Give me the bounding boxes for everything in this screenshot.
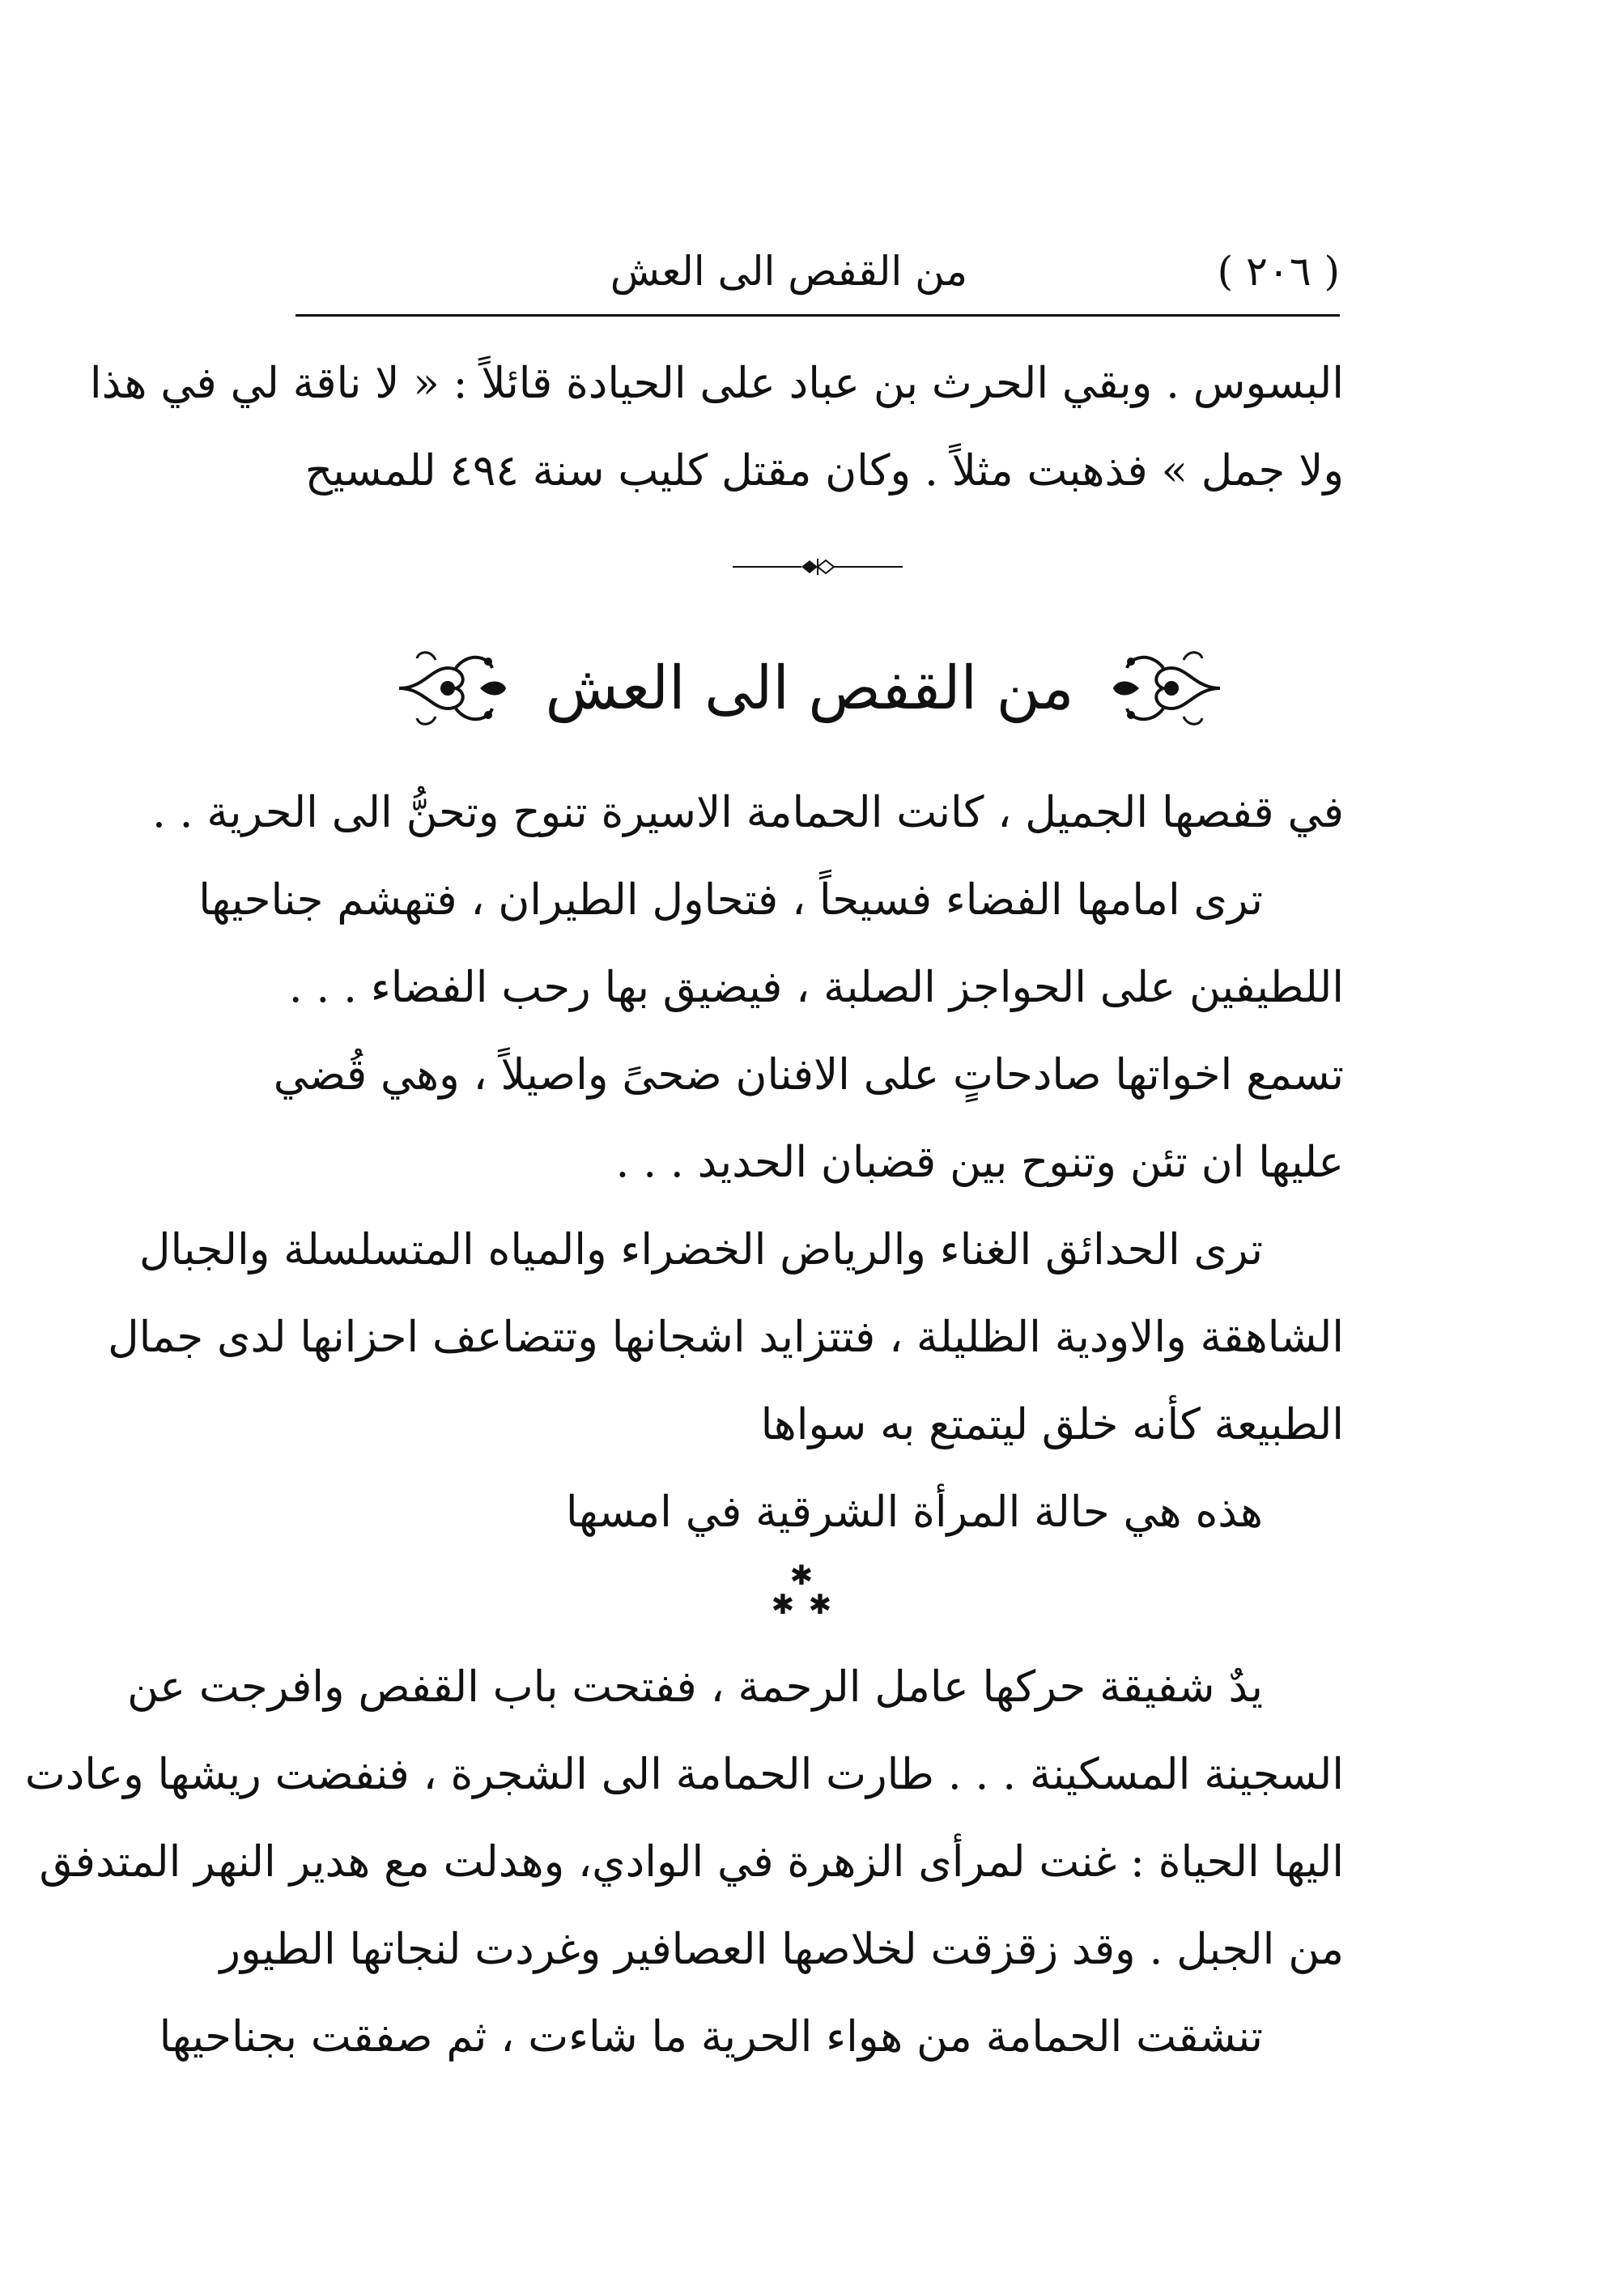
text-line: عليها ان تئن وتنوح بين قضبان الحديد . . . (615, 1138, 1344, 1187)
text-line: تسمع اخواتها صادحاتٍ على الافنان ضحىً واصيلاً ، وهي قُضي (273, 1050, 1344, 1100)
page-header (295, 239, 1340, 304)
header-rule (295, 314, 1340, 317)
section-one (108, 769, 1344, 1556)
text-line: ولا جمل » فذهبت مثلاً . وكان مقتل كليب سنة ٤٩٤ للمسيح (304, 446, 1344, 496)
text-line: في قفصها الجميل ، كانت الحمامة الاسيرة تنوح وتحنُّ الى الحرية . . (151, 788, 1344, 837)
divider-flourish-icon (729, 551, 907, 583)
chapter-heading (437, 628, 1182, 749)
page-number: ( ٢٠٦ ) (1217, 248, 1340, 295)
text-line: تنشقت الحمامة من هواء الحرية ما شاءت ، ثم صفقت بجناحيها (159, 2012, 1263, 2062)
chapter-title: من القفص الى العش (545, 653, 1074, 723)
asterism-icon (765, 1559, 838, 1624)
floral-flourish-icon (1107, 644, 1228, 733)
floral-flourish-icon (391, 644, 512, 733)
section-two (24, 1644, 1344, 2081)
text-line: اليها الحياة : غنت لمرأى الزهرة في الوادي، وهدلت مع هدير النهر المتدفق (39, 1837, 1344, 1887)
text-line: ترى الحدائق الغناء والرياض الخضراء والمياه المتسلسلة والجبال (138, 1225, 1263, 1275)
text-line: من الجبل . وقد زقزقت لخلاصها العصافير وغردت لنجاتها الطيور (219, 1925, 1344, 1974)
svg-text:✱: ✱ (808, 1589, 832, 1621)
text-line: ترى امامها الفضاء فسيحاً ، فتحاول الطيران ، فتهشم جناحيها (198, 875, 1263, 925)
text-line: الطبيعة كأنه خلق ليتمتع به سواها (760, 1400, 1344, 1449)
text-line: يدٌ شفيقة حركها عامل الرحمة ، ففتحت باب القفص وافرجت عن (127, 1662, 1263, 1712)
svg-text:✱: ✱ (771, 1589, 795, 1621)
svg-text:✱: ✱ (789, 1560, 814, 1592)
text-line: هذه هي حالة المرأة الشرقية في امسها (565, 1487, 1263, 1537)
text-line: السجينة المسكينة . . . طارت الحمامة الى الشجرة ، فنفضت ريشها وعادت (24, 1750, 1344, 1799)
previous-chapter-ending (89, 340, 1344, 515)
text-line: البسوس . وبقي الحرث بن عباد على الحيادة قائلاً : « لا ناقة لي في هذا (89, 359, 1344, 408)
text-line: اللطيفين على الحواجز الصلبة ، فيضيق بها رحب الفضاء . . . (288, 963, 1344, 1012)
text-line: الشاهقة والاودية الظليلة ، فتتزايد اشجانها وتتضاعف احزانها لدى جمال (108, 1313, 1344, 1362)
running-title: من القفص الى العش (610, 248, 967, 295)
